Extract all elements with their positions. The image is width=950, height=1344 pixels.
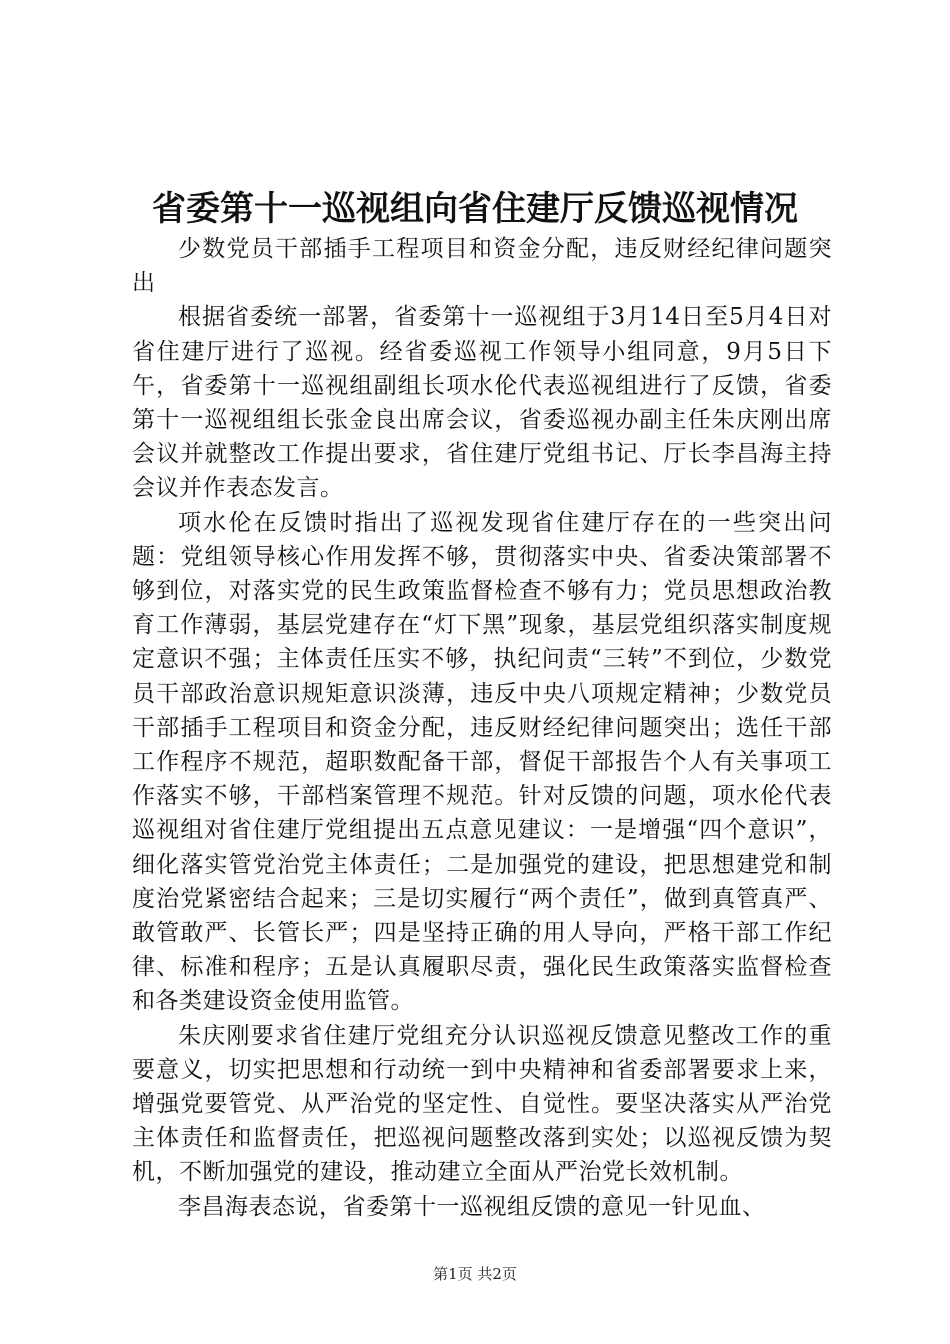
paragraph-intro: 根据省委统一部署，省委第十一巡视组于3月14日至5月4日对省住建厅进行了巡视。经省委巡视工作领导小组同意，9月5日下午，省委第十一巡视组副组长项水伦代表巡视组进行了反馈，省委第十一巡视组组长张金良出席会议，省委巡视办副主任朱庆刚出席会议并就整改工作提出要求，省住建厅党组书记、厅长李昌海主持会议并作表态发言。 (132, 304, 832, 502)
paragraph-subtitle: 少数党员干部插手工程项目和资金分配，违反财经纪律问题突出 (132, 236, 832, 297)
page-number: 第1页 共2页 (433, 1265, 517, 1283)
paragraph-feedback: 项水伦在反馈时指出了巡视发现省住建厅存在的一些突出问题：党组领导核心作用发挥不够，贯彻落实中央、省委决策部署不够到位，对落实党的民生政策监督检查不够有力；党员思想政治教育工作薄弱，基层党建存在“灯下黑”现象，基层党组织落实制度规定意识不强；主体责任压实不够，执纪问责“三转”不到位，少数党员干部政治意识规矩意识淡薄，违反中央八项规定精神；少数党员干部插手工程项目和资金分配，违反财经纪律问题突出；选任干部工作程序不规范，超职数配备干部，督促干部报告个人有关事项工作落实不够，干部档案管理不规范。针对反馈的问题，项水伦代表巡视组对省住建厅党组提出五点意见建议：一是增强“四个意识”，细化落实管党治党主体责任；二是加强党的建设，把思想建党和制度治党紧密结合起来；三是切实履行“两个责任”，做到真管真严、敢管敢严、长管长严；四是坚持正确的用人导向，严格干部工作纪律、标准和程序；五是认真履职尽责，强化民生政策落实监督检查和各类建设资金使用监管。 (132, 509, 832, 1015)
document-body (132, 232, 832, 1224)
paragraph-statement: 李昌海表态说，省委第十一巡视组反馈的意见一针见血、 (178, 1193, 766, 1220)
paragraph-requirements: 朱庆刚要求省住建厅党组充分认识巡视反馈意见整改工作的重要意义，切实把思想和行动统一到中央精神和省委部署要求上来，增强党要管党、从严治党的坚定性、自觉性。要坚决落实从严治党主体责任和监督责任，把巡视问题整改落到实处；以巡视反馈为契机，不断加强党的建设，推动建立全面从严治党长效机制。 (132, 1022, 832, 1186)
page-title: 省委第十一巡视组向省住建厅反馈巡视情况 (152, 189, 798, 229)
